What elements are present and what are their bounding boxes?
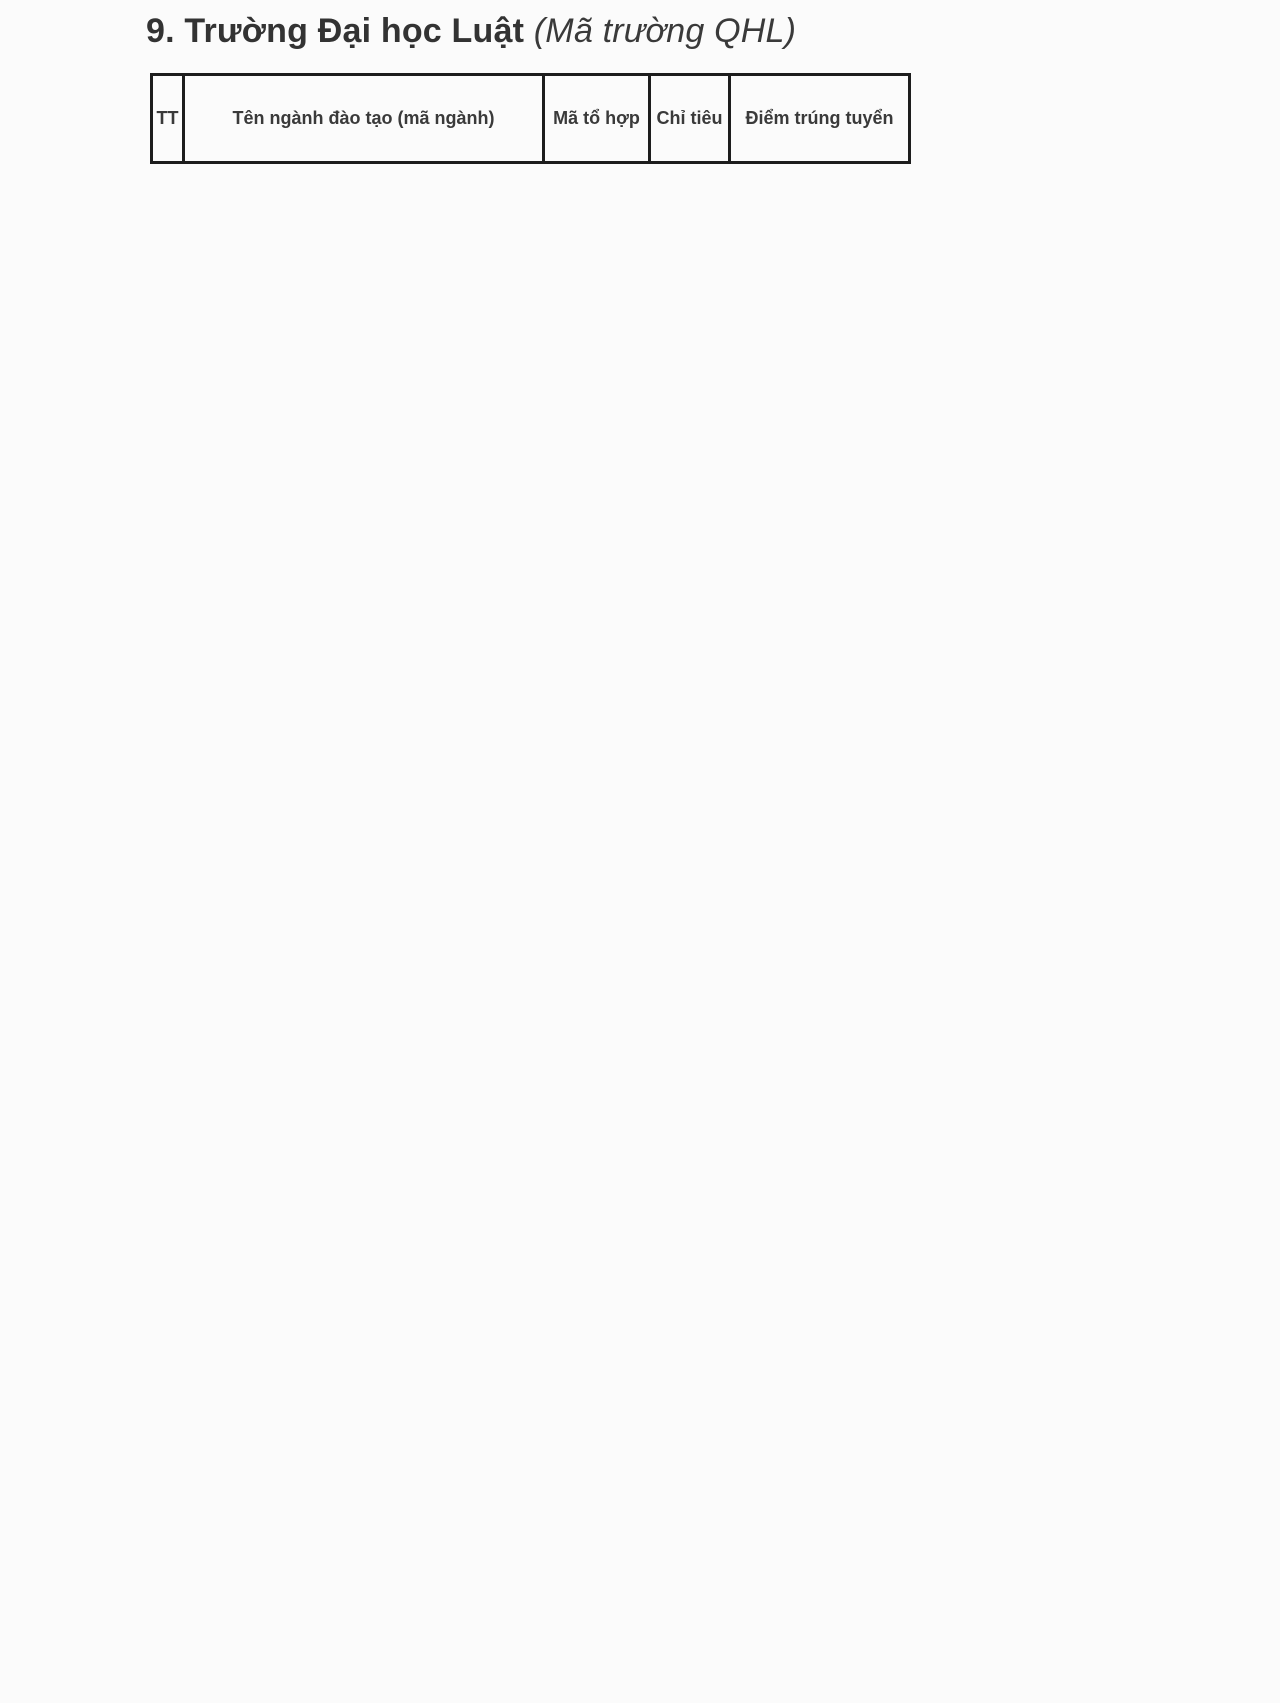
- table-header: [152, 75, 910, 163]
- header-row: [152, 75, 910, 163]
- header-score: Điểm trúng tuyển: [730, 75, 910, 163]
- header-major: Tên ngành đào tạo (mã ngành): [184, 75, 544, 163]
- header-tt: TT: [152, 75, 184, 163]
- admissions-table: [150, 73, 911, 164]
- page-title-main: 9. Trường Đại học Luật: [146, 12, 525, 50]
- page-title: [146, 8, 796, 54]
- header-combo: Mã tổ hợp: [544, 75, 650, 163]
- page-title-note: (Mã trường QHL): [533, 12, 797, 50]
- header-quota: Chỉ tiêu: [650, 75, 730, 163]
